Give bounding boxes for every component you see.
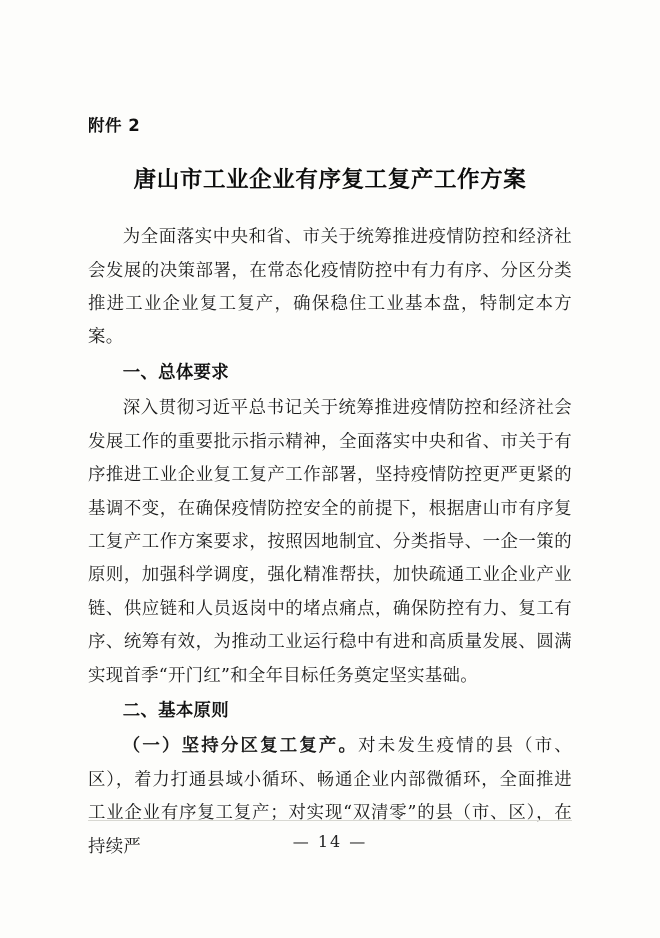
footer-divider: [88, 820, 572, 821]
principle-one-body: 对未发生疫情的县（市、区），着力打通县域小循环、畅通企业内部微循环，全面推进工业企业有序复工复产；对实现“双清零”的县（市、区），在持续严: [88, 736, 572, 857]
page-number: — 14 —: [292, 832, 368, 851]
section-heading-basic-principles: 二、基本原则: [122, 700, 229, 721]
document-body: [88, 112, 572, 866]
page-title: 唐山市工业企业有序复工复产工作方案: [133, 167, 527, 193]
section-heading-overall-requirements: 一、总体要求: [122, 362, 229, 383]
paragraph-overall-requirements: 深入贯彻习近平总书记关于统筹推进疫情防控和经济社会发展工作的重要批示指示精神，全面落实中央和省、市关于有序推进工业企业复工复产工作部署，坚持疫情防控更严更紧的基调不变，在确保疫情防控安全的前提下，根据唐山市有序复工复产工作方案要求，按照因地制宜、分类指导、一企一策的原则，加强科学调度，强化精准帮扶，加快疏通工业企业产业链、供应链和人员返岗中的堵点痛点，确保防控有力、复工有序、统筹有效，为推动工业运行稳中有进和高质量发展、圆满实现首季“开门红”和全年目标任务奠定坚实基础。: [88, 398, 572, 686]
principle-one-lead: （一）坚持分区复工复产。: [122, 736, 359, 757]
attachment-label: 附件 2: [88, 116, 141, 135]
paragraph-intro: 为全面落实中央和省、市关于统筹推进疫情防控和经济社会发展的决策部署，在常态化疫情防控中有力有序、分区分类推进工业企业复工复产，确保稳住工业基本盘，特制定本方案。: [88, 227, 572, 348]
